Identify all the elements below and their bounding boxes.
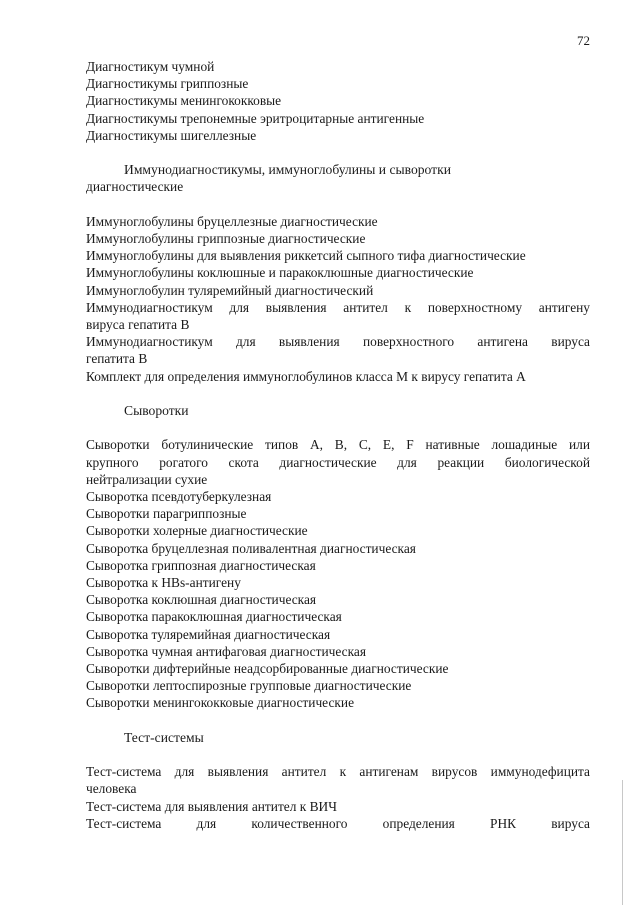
list-item-line: Иммунодиагностикум для выявления поверхностного антигена вируса bbox=[86, 334, 590, 350]
sera-list bbox=[86, 436, 590, 711]
list-item: Сыворотки холерные диагностические bbox=[86, 523, 308, 539]
spacer bbox=[86, 385, 590, 402]
test-system-list bbox=[86, 763, 590, 832]
scan-edge-shadow bbox=[622, 780, 623, 905]
list-item-line: гепатита В bbox=[86, 351, 148, 367]
list-item: Сыворотка бруцеллезная поливалентная диагностическая bbox=[86, 540, 416, 556]
list-item-line: вируса гепатита В bbox=[86, 317, 190, 333]
section-heading-test-systems: Тест-системы bbox=[124, 729, 204, 745]
list-item: Иммуноглобулины коклюшные и паракоклюшные диагностические bbox=[86, 265, 474, 281]
list-item-line: Сыворотки ботулинические типов А, В, С, Е, F нативные лошадиные или bbox=[86, 437, 590, 453]
list-item: Диагностикум чумной bbox=[86, 59, 215, 74]
list-item: Диагностикумы шигеллезные bbox=[86, 127, 257, 143]
list-item: Комплект для определения иммуноглобулинов класса М к вирусу гепатита А bbox=[86, 368, 526, 384]
list-item: Сыворотка чумная антифаговая диагностическая bbox=[86, 643, 366, 659]
list-item: Диагностикумы трепонемные эритроцитарные антигенные bbox=[86, 110, 425, 126]
list-item: Диагностикумы гриппозные bbox=[86, 76, 249, 92]
list-item-line: нейтрализации сухие bbox=[86, 471, 208, 487]
list-item: Иммуноглобулины для выявления риккетсий сыпного тифа диагностические bbox=[86, 248, 526, 264]
diagnosticum-list bbox=[86, 58, 590, 144]
list-item: Сыворотки лептоспирозные групповые диагностические bbox=[86, 678, 412, 694]
page-number: 72 bbox=[577, 33, 590, 48]
list-item: Сыворотки дифтерийные неадсорбированные диагностические bbox=[86, 661, 449, 677]
list-item-line: Тест-система для количественного определения РНК вируса bbox=[86, 815, 590, 831]
section-heading-sera: Сыворотки bbox=[124, 403, 189, 419]
list-item-line: Тест-система для выявления антител к антигенам вирусов иммунодефицита bbox=[86, 764, 590, 780]
immuno-list bbox=[86, 213, 590, 385]
document-body bbox=[86, 58, 590, 832]
list-item-line: Иммунодиагностикум для выявления антител к поверхностному антигену bbox=[86, 299, 590, 315]
section-heading-immuno: Иммунодиагностикумы, иммуноглобулины и сыворотки bbox=[124, 162, 451, 178]
list-item: Сыворотки менингококковые диагностические bbox=[86, 695, 355, 711]
list-item: Сыворотки парагриппозные bbox=[86, 506, 247, 522]
list-item: Сыворотка коклюшная диагностическая bbox=[86, 592, 317, 608]
list-item: Иммуноглобулины гриппозные диагностические bbox=[86, 231, 366, 246]
list-item-line: человека bbox=[86, 781, 137, 797]
list-item: Иммуноглобулин туляремийный диагностический bbox=[86, 282, 374, 298]
list-item: Сыворотка паракоклюшная диагностическая bbox=[86, 609, 342, 625]
list-item: Сыворотка к HBs-антигену bbox=[86, 575, 241, 591]
list-item: Сыворотка туляремийная диагностическая bbox=[86, 626, 331, 642]
section-heading-immuno-continued: диагностические bbox=[86, 179, 184, 195]
spacer bbox=[86, 712, 590, 729]
spacer bbox=[86, 746, 590, 763]
list-item: Сыворотка псевдотуберкулезная bbox=[86, 489, 272, 505]
list-item: Диагностикумы менингококковые bbox=[86, 93, 282, 109]
list-item: Иммуноглобулины бруцеллезные диагностические bbox=[86, 213, 378, 229]
spacer bbox=[86, 196, 590, 213]
spacer bbox=[86, 144, 590, 161]
spacer bbox=[86, 419, 590, 436]
list-item: Тест-система для выявления антител к ВИЧ bbox=[86, 798, 337, 814]
list-item-line: крупного рогатого скота диагностические для реакции биологической bbox=[86, 454, 590, 470]
list-item: Сыворотка гриппозная диагностическая bbox=[86, 557, 316, 573]
